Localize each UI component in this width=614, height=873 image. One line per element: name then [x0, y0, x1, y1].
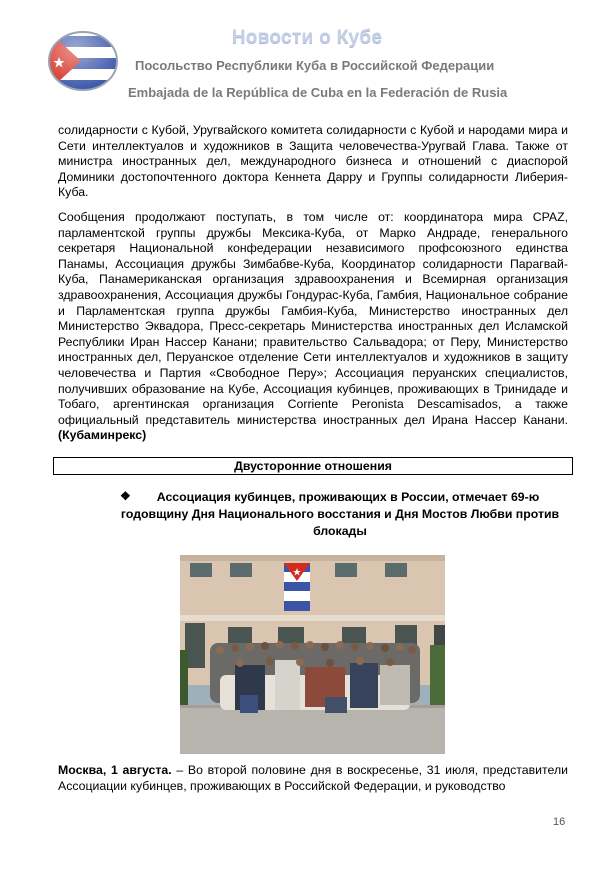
- article-headline-text: Ассоциация кубинцев, проживающих в России, отмечает 69-ю годовщину Дня Национального восстания и Дня Мостов Любви против блокады: [120, 490, 560, 538]
- page-number: 16: [553, 816, 566, 828]
- paragraph-3-text: – Во второй половине дня в воскресенье, 31 июля, представители Ассоциации кубинцев, проживающих в Российской Федерации, и руководство: [58, 763, 568, 793]
- paragraph-1: солидарности с Кубой, Уругвайского комитета солидарности с Кубой и народами мира и Сети интеллектуалов и художников в Защита человечества-Уругвай Глава. Также от министра иностранных дел, международного бизнеса и отношений с диаспорой Доминики достопочтенного доктора Кеннета Дарру и Группы солидарности Либерия-Куба.: [58, 123, 568, 200]
- paragraph-3: [58, 763, 568, 794]
- dateline: Москва, 1 августа.: [58, 763, 172, 777]
- embassy-name-es: Embajada de la República de Cuba en la Federación de Rusia: [128, 85, 508, 100]
- paragraph-2-text: Сообщения продолжают поступать, в том числе от: координатора мира CPAZ, парламентской группы дружбы Мексика-Куба, от Марко Андраде, генерального секретаря Национальной конфедерации независимого профсоюзного единства Панамы, Ассоциация дружбы Зимбабве-Куба, Координатор солидарности Парагвай-Куба, Панамериканская организация здравоохранения и Всемирная организация здравоохранения, Ассоциация дружбы Гондурас-Куба, Гамбия, Национальное собрание и Парламентская группа дружбы Гамбия-Куба, Министерство иностранных дел Министерство Эквадора, Пресс-секретарь Министерства иностранных дел Исламской Республики Иран Нассер Канани; правительство Сальвадора; от Перу, Министерство иностранных дел, Перуанское отделение Сети интеллектуалов и художников в защиту человечества и Партия «Свободное Перу»; Ассоциация перуанских специалистов, получивших образование на Кубе, Ассоциация кубинцев, проживающих в Тринидаде и Тобаго, аргентинская организация Corriente Peronista Descamisados, а также официальный представитель министерства иностранных дел Ирана Нассер Канани.: [58, 210, 568, 427]
- source-credit: (Кубаминрекс): [58, 428, 147, 443]
- article-headline: [120, 489, 560, 540]
- section-heading: Двусторонние отношения: [53, 457, 573, 475]
- diamond-bullet-icon: ❖: [120, 489, 131, 503]
- newsletter-title: Новости о Кубе: [231, 27, 383, 48]
- paragraph-2: [58, 210, 568, 444]
- group-photo: [180, 555, 445, 754]
- embassy-name-ru: Посольство Республики Куба в Российской Федерации: [135, 58, 495, 73]
